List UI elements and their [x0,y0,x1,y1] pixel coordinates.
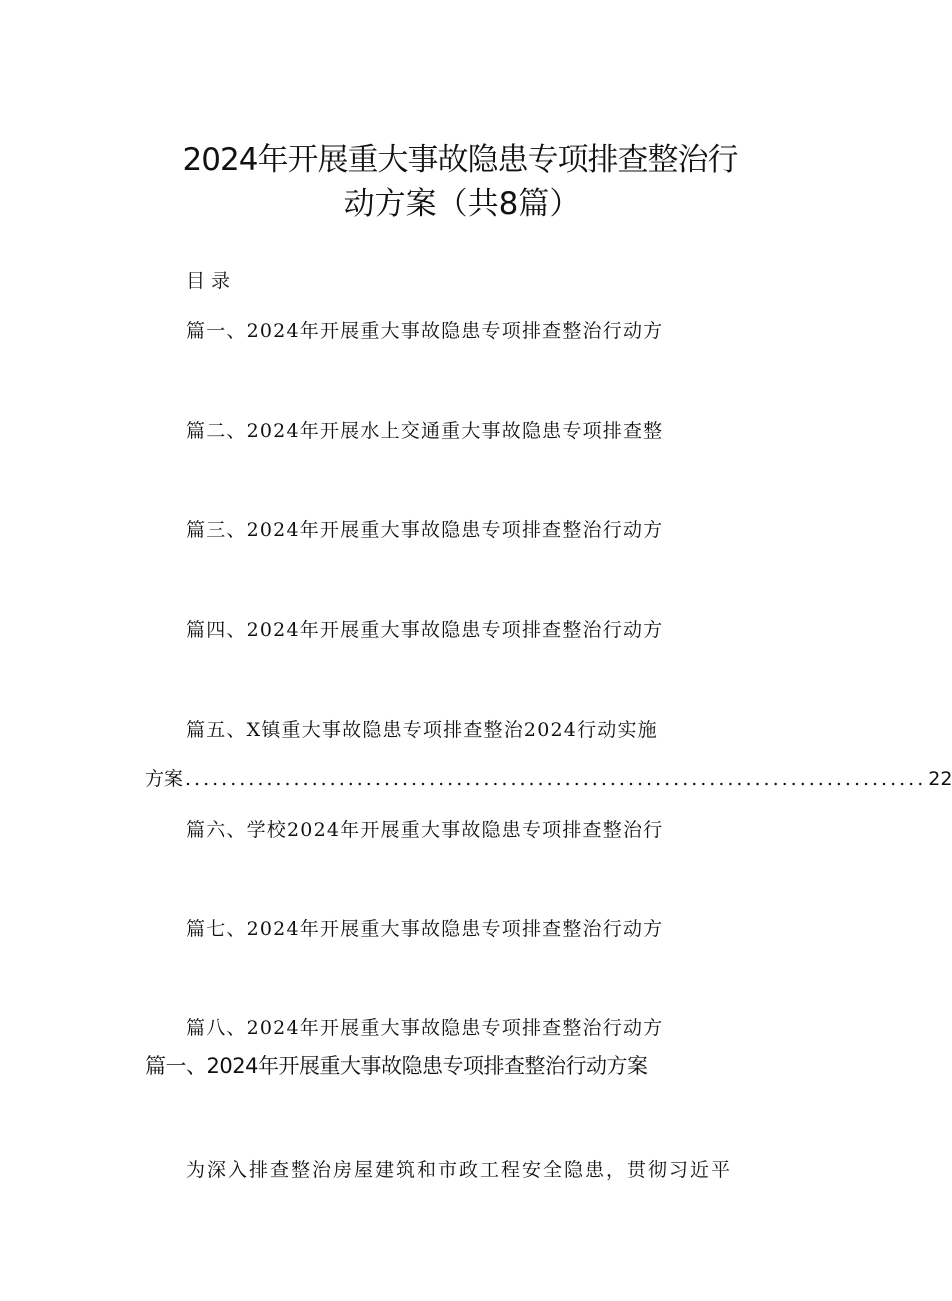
toc-item-5-continuation[interactable] [145,766,952,792]
toc-item-3[interactable]: 篇三、2024年开展重大事故隐患专项排查整治行动方 [186,519,664,541]
toc-item-4[interactable]: 篇四、2024年开展重大事故隐患专项排查整治行动方 [186,619,664,641]
toc-item-2[interactable]: 篇二、2024年开展水上交通重大事故隐患专项排查整 [186,420,664,442]
toc-item-7[interactable]: 篇七、2024年开展重大事故隐患专项排查整治行动方 [186,918,664,940]
toc-page-number: 22 [928,768,952,790]
toc-dot-leader: .................................................................................. [185,768,927,790]
body-paragraph: 为深入排查整治房屋建筑和市政工程安全隐患，贯彻习近平 [186,1159,733,1181]
document-title-line-1: 2024年开展重大事故隐患专项排查整治行 [182,142,738,178]
toc-item-6[interactable]: 篇六、学校2024年开展重大事故隐患专项排查整治行 [186,819,664,841]
toc-item-5[interactable]: 篇五、X镇重大事故隐患专项排查整治2024行动实施 [186,719,658,741]
toc-heading: 目录 [186,270,237,292]
toc-item-8[interactable]: 篇八、2024年开展重大事故隐患专项排查整治行动方 [186,1017,664,1039]
toc-item-5-continuation-text: 方案 [145,768,184,790]
section-heading: 篇一、2024年开展重大事故隐患专项排查整治行动方案 [145,1054,648,1078]
document-title-line-2: 动方案（共8篇） [343,186,581,222]
toc-item-1[interactable]: 篇一、2024年开展重大事故隐患专项排查整治行动方 [186,320,664,342]
